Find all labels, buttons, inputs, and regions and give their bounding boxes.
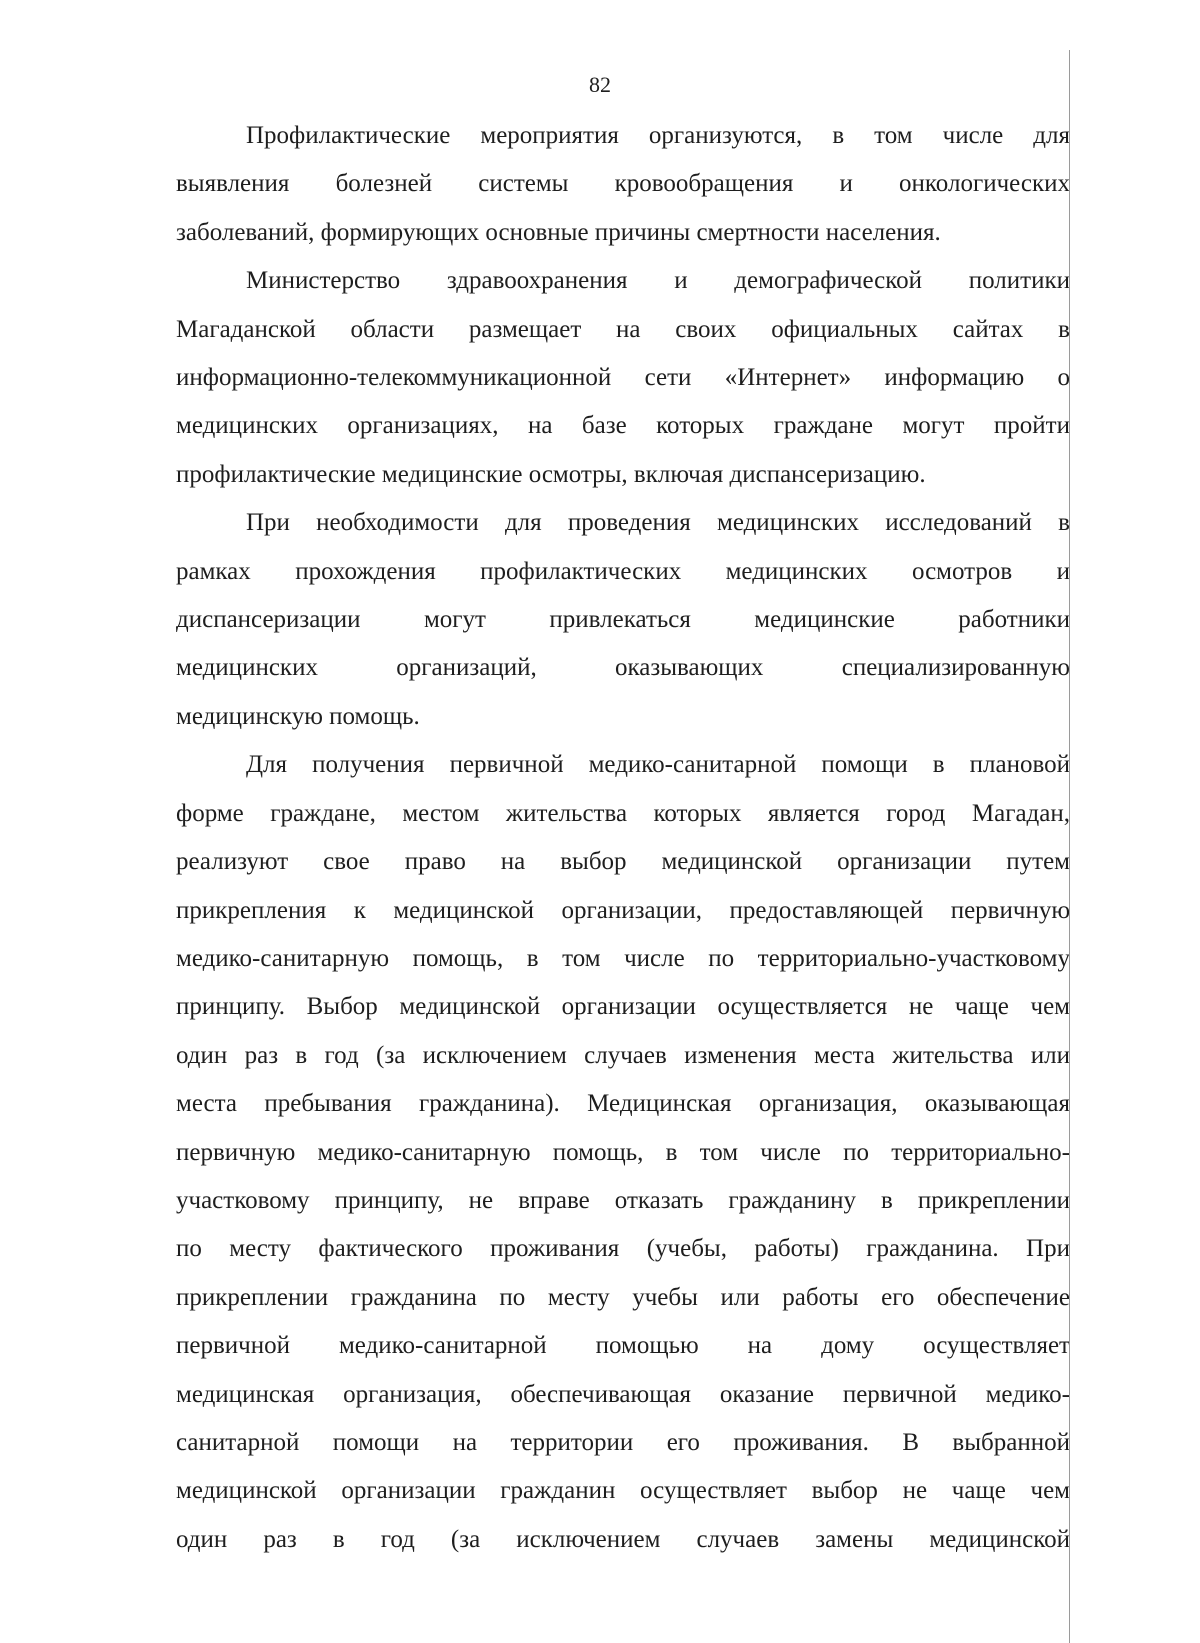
paragraph-2 (176, 257, 1070, 499)
text-line: Магаданской области размещает на своих официальных сайтах в (176, 315, 1070, 343)
text-line: Профилактические мероприятия организуются, в том числе для (246, 122, 1070, 149)
text-line: первичной медико-санитарной помощью на дому осуществляет (176, 1332, 1070, 1360)
text-line: заболеваний, формирующих основные причины смертности населения. (176, 218, 941, 246)
text-line: реализуют свое право на выбор медицинской организации путем (176, 848, 1070, 876)
text-line: прикреплении гражданина по месту учебы или работы его обеспечение (176, 1283, 1070, 1311)
text-line: медико-санитарную помощь, в том числе по территориально-участковому (176, 944, 1070, 972)
text-line: один раз в год (за исключением случаев изменения места жительства или (176, 1041, 1070, 1069)
scan-edge-line (1069, 50, 1070, 1643)
text-line: форме граждане, местом жительства которых является город Магадан, (176, 799, 1070, 827)
text-line: медицинская организация, обеспечивающая оказание первичной медико- (176, 1380, 1070, 1408)
text-line: При необходимости для проведения медицинских исследований в (246, 509, 1070, 537)
paragraph-4 (176, 741, 1070, 1564)
text-line: Министерство здравоохранения и демографической политики (246, 267, 1070, 295)
page-number: 82 (589, 72, 611, 97)
text-line: выявления болезней системы кровообращения и онкологических (176, 170, 1070, 198)
text-line: один раз в год (за исключением случаев замены медицинской (176, 1525, 1070, 1553)
paragraph-1 (176, 112, 1070, 257)
text-line: участковому принципу, не вправе отказать гражданину в прикреплении (176, 1186, 1070, 1214)
text-line: медицинских организаций, оказывающих специализированную (176, 654, 1070, 682)
text-line: принципу. Выбор медицинской организации осуществляется не чаще чем (176, 993, 1070, 1021)
text-line: профилактические медицинские осмотры, включая диспансеризацию. (176, 460, 926, 488)
text-line: медицинскую помощь. (176, 702, 420, 730)
paragraph-3 (176, 499, 1070, 741)
text-line: медицинских организациях, на базе которых граждане могут пройти (176, 412, 1070, 440)
text-line: по месту фактического проживания (учебы, работы) гражданина. При (176, 1235, 1070, 1263)
text-line: Для получения первичной медико-санитарной помощи в плановой (246, 751, 1070, 779)
text-line: диспансеризации могут привлекаться медицинские работники (176, 606, 1070, 634)
text-line: места пребывания гражданина). Медицинская организация, оказывающая (176, 1090, 1070, 1118)
text-line: медицинской организации гражданин осуществляет выбор не чаще чем (176, 1477, 1070, 1505)
text-line: прикрепления к медицинской организации, предоставляющей первичную (176, 896, 1070, 924)
text-line: санитарной помощи на территории его проживания. В выбранной (176, 1428, 1070, 1456)
text-line: первичную медико-санитарную помощь, в том числе по территориально- (176, 1138, 1070, 1166)
text-line: информационно-телекоммуникационной сети «Интернет» информацию о (176, 364, 1070, 392)
body-text (176, 112, 1070, 1564)
text-line: рамках прохождения профилактических медицинских осмотров и (176, 557, 1070, 585)
